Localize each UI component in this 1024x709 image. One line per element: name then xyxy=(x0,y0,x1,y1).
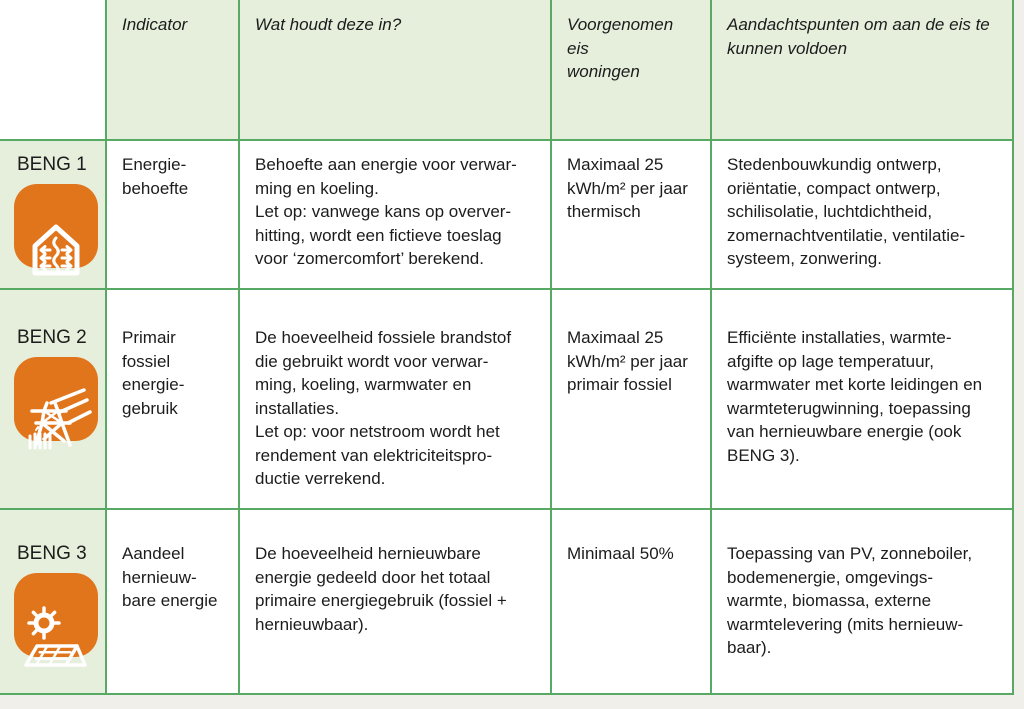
header-indicator: Indicator xyxy=(107,0,240,141)
beng3-description: De hoeveelheid hernieuwbare energie gedeeld door het totaal primaire energiegebruik (fossiel + hernieuwbaar). xyxy=(240,510,552,695)
beng2-requirement: Maximaal 25 kWh/m² per jaar primair fossiel xyxy=(552,290,712,510)
beng2-indicator: Primair fossiel energie- gebruik xyxy=(107,290,240,510)
house-heat-flow-icon xyxy=(14,184,98,268)
beng1-indicator: Energie- behoefte xyxy=(107,141,240,290)
beng3-attention-points: Toepassing van PV, zonneboiler, bodemenergie, omgevings- warmte, biomassa, externe warmtelevering (mits hernieuw- baar). xyxy=(712,510,1014,695)
row-beng1-header xyxy=(0,141,107,290)
sun-solar-panel-icon xyxy=(14,573,98,657)
row-beng3-header xyxy=(0,510,107,695)
power-pylon-icon xyxy=(14,357,98,441)
header-voorgenomen-eis: Voorgenomen eis woningen xyxy=(552,0,712,141)
beng1-attention-points: Stedenbouwkundig ontwerp, oriëntatie, compact ontwerp, schilisolatie, luchtdichtheid, zomernachtventilatie, ventilatie- systeem, zonwering. xyxy=(712,141,1014,290)
beng2-description: De hoeveelheid fossiele brandstof die gebruikt wordt voor verwar- ming, koeling, warmwater en installaties. Let op: voor netstroom wordt het rendement van elektriciteitspro- ductie verrekend. xyxy=(240,290,552,510)
beng3-label: BENG 3 xyxy=(17,543,87,564)
header-empty-cell xyxy=(0,0,107,141)
beng2-attention-points: Efficiënte installaties, warmte- afgifte op lage temperatuur, warmwater met korte leidingen en warmteterugwinning, toepassing van hernieuwbare energie (ook BENG 3). xyxy=(712,290,1014,510)
beng1-requirement: Maximaal 25 kWh/m² per jaar thermisch xyxy=(552,141,712,290)
row-beng2-header xyxy=(0,290,107,510)
beng2-label: BENG 2 xyxy=(17,327,87,348)
header-aandachtspunten: Aandachtspunten om aan de eis te kunnen voldoen xyxy=(712,0,1014,141)
header-wat-houdt-deze-in: Wat houdt deze in? xyxy=(240,0,552,141)
beng3-requirement: Minimaal 50% xyxy=(552,510,712,695)
beng1-description: Behoefte aan energie voor verwar- ming en koeling. Let op: vanwege kans op overver- hitting, wordt een fictieve toeslag voor ‘zomercomfort’ berekend. xyxy=(240,141,552,290)
beng3-indicator: Aandeel hernieuw- bare energie xyxy=(107,510,240,695)
beng1-label: BENG 1 xyxy=(17,154,87,175)
